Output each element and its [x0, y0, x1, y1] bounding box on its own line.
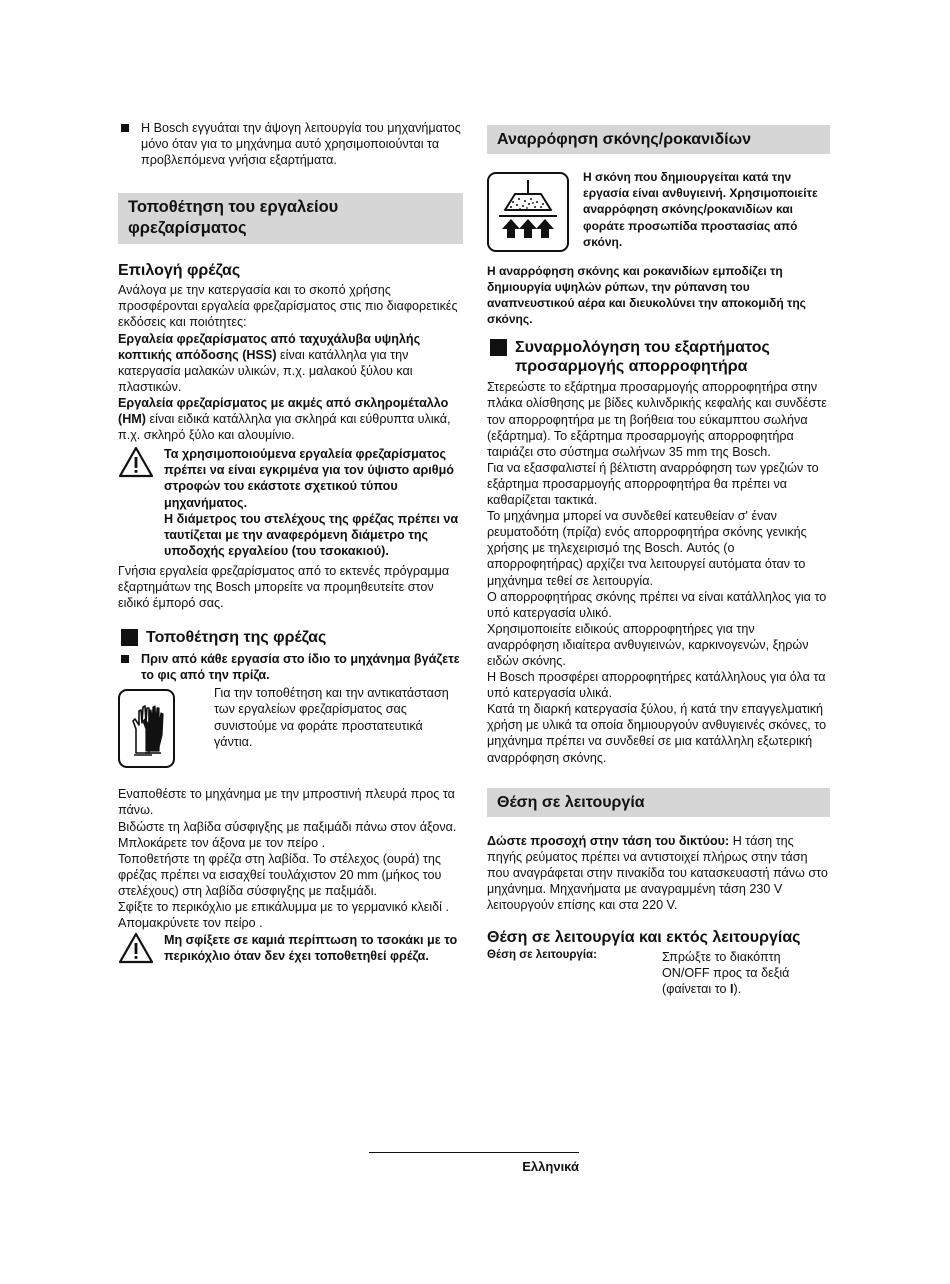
intro-bullet [118, 120, 463, 168]
dust-icon-row [487, 169, 830, 252]
bullet-square-icon [121, 124, 129, 132]
intro-bullet-text: Η Bosch εγγυάται την άψογη λειτουργία του μηχανήματος μόνο όταν για το μηχάνημα αυτό χρησιμοποιούνται τα προβλεπόμενα γνήσια εξαρτήματα. [141, 121, 461, 168]
dust-bold-text: Η αναρρόφηση σκόνης και ροκανιδίων εμποδίζει τη δημιουργία υψηλών ρύπων, την ρύπανση του αναπνευστικού αέρα και διευκολύνει την αποκομιδή της σκόνης. [487, 264, 806, 327]
mount-steps [118, 786, 463, 931]
step-1: Εναποθέστε το μηχάνημα με την μπροστινή πλευρά προς τα πάνω. [118, 787, 455, 818]
section-title: Τοποθέτηση του εργαλείου φρεζαρίσματος [128, 198, 339, 238]
switch-on-symbol: I [730, 982, 734, 997]
left-column [118, 120, 463, 964]
selection-text: Ανάλογα με την κατεργασία και το σκοπό χρήσης προσφέρονται εργαλεία φρεζαρίσματος στις πιο διαφορετικές εκδόσεις και ποιότητες: [118, 283, 458, 330]
dust-title-bar [487, 125, 830, 154]
voltage-paragraph [487, 833, 830, 913]
warning1-text-1: Τα χρησιμοποιούμενα εργαλεία φρεζαρίσματος πρέπει να είναι εγκριμένα για τον ύψιστο αριθμό στροφών του εκάστοτε σχετικού τύπου μηχανήματος. [164, 447, 454, 510]
hss-bold: Εργαλεία φρεζαρίσματος από ταχυχάλυβα υψηλής κοπτικής απόδοσης (HSS) [118, 331, 421, 362]
gloves-icon-box [118, 689, 175, 768]
warning-block-1 [118, 446, 463, 559]
gloves-icon [120, 691, 173, 766]
hss-text: είναι κατάλληλα για την κατεργασία μαλακών υλικών, π.χ. μαλακού ξύλου και πλαστικών. [118, 347, 413, 394]
footer-rule [369, 1152, 579, 1153]
step-2: Βιδώστε τη λαβίδα σύσφιγξης με παξιμάδι πάνω στον άξονα. [118, 819, 457, 834]
warning1-text-2: Η διάμετρος του στελέχους της φρέζας πρέπει να ταυτίζεται με την αναφερόμενη διάμετρο της υποδοχής εργαλείου (του τσοκακιού). [164, 511, 459, 558]
heading-square-icon [121, 629, 138, 646]
mount-heading [118, 628, 463, 647]
adapter-heading [487, 338, 830, 376]
hm-text: είναι ειδικά κατάλληλα για σκληρά και εύθρυπτα υλικά, π.χ. σκληρό ξύλο και αλουμίνιο. [118, 412, 451, 443]
hm-bold: Εργαλεία φρεζαρίσματος με ακμές από σκληρομέταλλο (HM) [118, 395, 449, 427]
mount-bullet [118, 651, 463, 683]
adapter-para-5: Χρησιμοποιείτε ειδικούς απορροφητήρες για την αναρρόφηση ιδιαίτερα ανθυγιεινών, καρκινογενών, ξηρών ειδών σκόνης. [487, 621, 809, 668]
switch-on-label: Θέση σε λειτουργία: [487, 949, 597, 962]
switch-on-row [487, 949, 830, 997]
warning-triangle-icon [118, 932, 154, 964]
voltage-text: Η τάση της πηγής ρεύματος πρέπει να αντιστοιχεί πλήρως στην τάση που αναγράφεται στην πινακίδα του κατασκευαστή πάνω στο μηχάνημα. Μηχανήματα με αναγραμμένη τάση 230 V λειτουργούν επίσης και στα 220 V. [487, 833, 828, 912]
warning-block-2 [118, 932, 463, 964]
adapter-para-7: Κατά τη διαρκή κατεργασία ξύλου, ή κατά την επαγγελματική χρήση με υλικά τα οποία δημιουργούν ανθυγιεινές σκόνες, το μηχάνημα πρέπει να συνδεθεί σε μια κατάλληλη εξωτερική αναρρόφηση σκόνης. [487, 702, 827, 765]
switch-on-value [662, 949, 830, 997]
section-title-bar [118, 193, 463, 244]
adapter-para-2: Για να εξασφαλιστεί ή βέλτιστη αναρρόφηση των γρεζιών το εξάρτημα προσαρμογής απορροφητήρα θα πρέπει να καθαρίζεται τακτικά. [487, 460, 819, 508]
adapter-paragraphs [487, 379, 830, 765]
hss-paragraph [118, 331, 463, 395]
step-5: Σφίξτε το περικόχλιο με επικάλυμμα με το γερμανικό κλειδί . Απομακρύνετε τον πείρο . [118, 900, 449, 931]
dust-icon-box [487, 172, 569, 252]
dust-title: Αναρρόφηση σκόνης/ροκανιδίων [497, 131, 751, 148]
genuine-text: Γνήσια εργαλεία φρεζαρίσματος από το εκτενές πρόγραμμα εξαρτημάτων της Bosch μπορείτε να προμηθευτείτε στον ειδικό έμπορό σας. [118, 563, 450, 611]
mount-heading-text: Τοποθέτηση της φρέζας [146, 629, 327, 647]
warning2-text: Μη σφίξετε σε καμιά περίπτωση το τσοκάκι με το περικόχλιο όταν δεν έχει τοποθετηθεί φρέζα. [164, 933, 458, 964]
mount-bullet-text: Πριν από κάθε εργασία στο ίδιο το μηχάνημα βγάζετε το φις από την πρίζα. [141, 652, 460, 683]
adapter-para-4: Ο απορροφητήρας σκόνης πρέπει να είναι κατάλληλος για το υπό κατεργασία υλικό. [487, 589, 827, 620]
adapter-para-3: Το μηχάνημα μπορεί να συνδεθεί κατευθείαν σ' έναν ρευματοδότη (πρίζα) ενός απορροφητήρα σκόνης γενικής χρήσης με τηλεχειρισμό της Bosch. Αυτός (ο απορροφητήρας) αρχίζει τνα λειτουργεί αυτόματα όταν το μηχάνημα τεθεί σε λειτουργία. [487, 509, 807, 588]
adapter-heading-text: Συναρμολόγηση του εξαρτήματος προσαρμογής απορροφητήρα [515, 339, 770, 376]
heading-square-icon [490, 339, 507, 356]
adapter-para-1: Στερεώστε το εξάρτημα προσαρμογής απορροφητήρα στην πλάκα ολίσθησης με βίδες κυλινδρικής κεφαλής και συνδέστε τον απορροφητήρα με τη βοήθεια του εύκαμπτου σωλήνα (εξάρτημα). Το εξάρτημα προσαρμογής απορροφητήρα ταιριάζει στο σύστημα σωλήνων 35 mm της Bosch. [487, 380, 827, 459]
operation-title: Θέση σε λειτουργία [497, 793, 645, 811]
bullet-square-icon [121, 655, 129, 663]
gloves-text: Για την τοποθέτηση και την αντικατάσταση των εργαλείων φρεζαρίσματος σας συνιστούμε να φοράτε προστατευτικά γάντια. [214, 686, 449, 749]
operation-title-bar [487, 788, 830, 817]
gloves-row [118, 685, 463, 768]
dust-extraction-icon [489, 174, 567, 250]
warning-triangle-icon [118, 446, 154, 478]
voltage-bold: Δώστε προσοχή στην τάση του δικτύου: [487, 833, 730, 848]
switch-on-end: ). [733, 982, 742, 997]
selection-heading: Επιλογή φρέζας [118, 262, 241, 280]
dust-icon-text: Η σκόνη που δημιουργείται κατά την εργασία είναι ανθυγιεινή. Χρησιμοποιείτε αναρρόφηση σκόνης/ροκανιδίων και φοράτε προσωπίδα προστασίας από σκόνη. [583, 170, 818, 249]
onoff-heading: Θέση σε λειτουργία και εκτός λειτουργίας [487, 929, 801, 947]
right-column [487, 125, 830, 997]
adapter-para-6: Η Bosch προσφέρει απορροφητήρες κατάλληλους για όλα τα υπό κατεργασία υλικά. [487, 670, 826, 701]
hm-paragraph [118, 395, 463, 443]
switch-on-text: Σπρώξτε το διακόπτη ON/OFF προς τα δεξιά (φαίνεται το [662, 950, 790, 997]
step-4: Τοποθετήστε τη φρέζα στη λαβίδα. Το στέλεχος (ουρά) της φρέζας πρέπει να εισαχθεί τουλάχιστον 20 mm (μήκος του στελέχους) στη λαβίδα σύσφιγξης με παξιμάδι. [118, 851, 442, 898]
footer-language: Ελληνικά [522, 1159, 579, 1174]
step-3: Μπλοκάρετε τον άξονα με τον πείρο . [118, 835, 326, 850]
